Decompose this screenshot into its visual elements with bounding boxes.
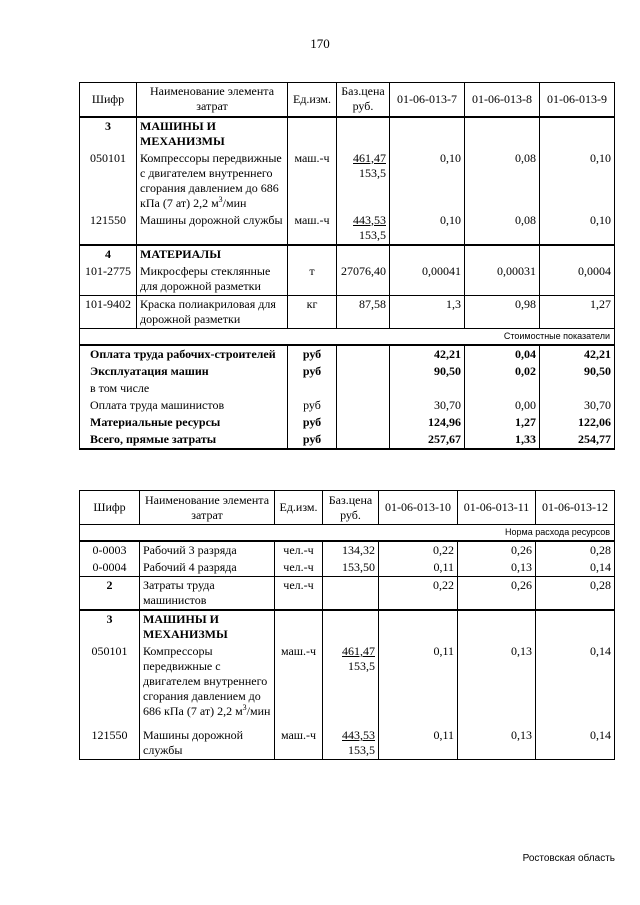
row-name: Компрессоры передвижные с двигателем внутреннего сгорания давлением до 686 кПа (7 ат) 2,2 $м^3$/мин — [137, 150, 288, 212]
summary-row — [80, 380, 615, 397]
summary-unit: руб — [288, 431, 337, 449]
summary-label: Оплата труда машинистов — [80, 397, 288, 414]
footer-region: Ростовская область — [522, 853, 615, 864]
summary-label: Эксплуатация машин — [80, 363, 288, 380]
summary-unit: руб — [288, 363, 337, 380]
row-code: 0-0003 — [80, 541, 140, 559]
row-code: 121550 — [80, 720, 140, 760]
norm-note: Норма расхода ресурсов — [80, 525, 615, 542]
row-value-2: 0,08 — [465, 150, 540, 212]
summary-unit: руб — [288, 345, 337, 363]
header-unit: Ед.изм. — [288, 83, 337, 117]
row-unit: чел.-ч — [275, 541, 323, 559]
row-unit: маш.-ч — [275, 720, 323, 760]
row-value-3: 0,14 — [536, 720, 615, 760]
header-col-3: 01-06-013-9 — [540, 83, 615, 117]
table-row — [80, 212, 615, 245]
resource-table-1 — [79, 82, 615, 450]
row-value-1: 0,10 — [390, 150, 465, 212]
row-value-2: 0,26 — [458, 577, 536, 611]
row-value-2: 0,98 — [465, 295, 540, 328]
row-value-1: 0,00041 — [390, 263, 465, 296]
row-price: 27076,40 — [337, 263, 390, 296]
table-row — [80, 643, 615, 720]
table-header-row — [80, 83, 615, 117]
summary-unit: руб — [288, 414, 337, 431]
summary-value-3: 30,70 — [540, 397, 615, 414]
row-price: 461,47 153,5 — [337, 150, 390, 212]
section-title: МАТЕРИАЛЫ — [137, 245, 288, 263]
row-value-2: 0,00031 — [465, 263, 540, 296]
norm-note-row — [80, 525, 615, 542]
header-code: Шифр — [80, 83, 137, 117]
summary-value-2: 1,33 — [465, 431, 540, 449]
summary-label: Оплата труда рабочих-строителей — [80, 345, 288, 363]
table-row — [80, 577, 615, 611]
row-value-3: 0,14 — [536, 643, 615, 720]
section-row — [80, 245, 615, 263]
row-value-3: 0,10 — [540, 150, 615, 212]
row-value-3: 0,0004 — [540, 263, 615, 296]
row-unit: чел.-ч — [275, 577, 323, 611]
section-number: 3 — [80, 117, 137, 150]
summary-value-1: 42,21 — [390, 345, 465, 363]
table-row — [80, 720, 615, 760]
row-code: 050101 — [80, 643, 140, 720]
row-unit: маш.-ч — [288, 150, 337, 212]
row-name: Машины дорожной службы — [140, 720, 275, 760]
header-unit: Ед.изм. — [275, 491, 323, 525]
row-code: 2 — [80, 577, 140, 611]
table-row — [80, 541, 615, 559]
header-code: Шифр — [80, 491, 140, 525]
row-code: 101-9402 — [80, 295, 137, 328]
section-number: 3 — [80, 610, 140, 643]
table-row — [80, 150, 615, 212]
row-value-1: 0,11 — [379, 720, 458, 760]
row-value-1: 1,3 — [390, 295, 465, 328]
row-unit: т — [288, 263, 337, 296]
row-value-3: 0,28 — [536, 577, 615, 611]
row-value-3: 0,10 — [540, 212, 615, 245]
row-code: 0-0004 — [80, 559, 140, 577]
summary-value-2: 1,27 — [465, 414, 540, 431]
summary-label: Материальные ресурсы — [80, 414, 288, 431]
row-value-2: 0,13 — [458, 559, 536, 577]
row-name: Компрессоры передвижные с двигателем внутреннего сгорания давлением до 686 кПа (7 ат) 2,2 $м^3$/мин — [140, 643, 275, 720]
row-value-2: 0,13 — [458, 643, 536, 720]
row-value-1: 0,22 — [379, 577, 458, 611]
summary-value-2: 0,04 — [465, 345, 540, 363]
row-value-1: 0,11 — [379, 559, 458, 577]
summary-value-2: 0,02 — [465, 363, 540, 380]
row-name: Рабочий 3 разряда — [140, 541, 275, 559]
header-name: Наименование элемента затрат — [137, 83, 288, 117]
row-unit: маш.-ч — [275, 643, 323, 720]
summary-row — [80, 431, 615, 449]
row-name: Рабочий 4 разряда — [140, 559, 275, 577]
summary-value-3: 90,50 — [540, 363, 615, 380]
summary-label: Всего, прямые затраты — [80, 431, 288, 449]
summary-row — [80, 345, 615, 363]
row-unit: кг — [288, 295, 337, 328]
row-value-2: 0,08 — [465, 212, 540, 245]
row-name: Затраты труда машинистов — [140, 577, 275, 611]
resource-table-2 — [79, 490, 615, 760]
section-row — [80, 610, 615, 643]
section-number: 4 — [80, 245, 137, 263]
table-row — [80, 295, 615, 328]
row-name: Краска полиакриловая для дорожной разметки — [137, 295, 288, 328]
section-title: МАШИНЫ И МЕХАНИЗМЫ — [137, 117, 288, 150]
row-value-2: 0,13 — [458, 720, 536, 760]
row-value-3: 1,27 — [540, 295, 615, 328]
summary-row — [80, 397, 615, 414]
header-price: Баз.цена руб. — [323, 491, 379, 525]
row-price: 153,50 — [323, 559, 379, 577]
summary-value-3: 254,77 — [540, 431, 615, 449]
section-row — [80, 117, 615, 150]
row-value-2: 0,26 — [458, 541, 536, 559]
header-col-1: 01-06-013-7 — [390, 83, 465, 117]
page-number: 170 — [310, 36, 330, 51]
row-name: Машины дорожной службы — [137, 212, 288, 245]
summary-label: в том числе — [80, 380, 288, 397]
header-col-1: 01-06-013-10 — [379, 491, 458, 525]
row-price — [323, 577, 379, 611]
table-row — [80, 559, 615, 577]
summary-value-1: 124,96 — [390, 414, 465, 431]
row-price: 443,53 153,5 — [337, 212, 390, 245]
summary-row — [80, 414, 615, 431]
row-value-3: 0,28 — [536, 541, 615, 559]
cost-note-row — [80, 328, 615, 345]
row-price: 461,47 153,5 — [323, 643, 379, 720]
table-header-row — [80, 491, 615, 525]
summary-row — [80, 363, 615, 380]
summary-value-1: 90,50 — [390, 363, 465, 380]
header-col-3: 01-06-013-12 — [536, 491, 615, 525]
summary-value-3: 122,06 — [540, 414, 615, 431]
row-code: 050101 — [80, 150, 137, 212]
row-unit: чел.-ч — [275, 559, 323, 577]
summary-value-1: 257,67 — [390, 431, 465, 449]
row-value-1: 0,11 — [379, 643, 458, 720]
row-value-1: 0,22 — [379, 541, 458, 559]
row-value-3: 0,14 — [536, 559, 615, 577]
summary-unit: руб — [288, 397, 337, 414]
row-price: 134,32 — [323, 541, 379, 559]
header-col-2: 01-06-013-11 — [458, 491, 536, 525]
row-code: 121550 — [80, 212, 137, 245]
header-price: Баз.цена руб. — [337, 83, 390, 117]
row-price: 443,53 153,5 — [323, 720, 379, 760]
row-code: 101-2775 — [80, 263, 137, 296]
section-title: МАШИНЫ И МЕХАНИЗМЫ — [140, 610, 275, 643]
row-value-1: 0,10 — [390, 212, 465, 245]
row-price: 87,58 — [337, 295, 390, 328]
table-row — [80, 263, 615, 296]
header-col-2: 01-06-013-8 — [465, 83, 540, 117]
header-name: Наименование элемента затрат — [140, 491, 275, 525]
row-name: Микросферы стеклянные для дорожной разметки — [137, 263, 288, 296]
cost-note: Стоимостные показатели — [80, 328, 615, 345]
summary-value-1: 30,70 — [390, 397, 465, 414]
summary-value-3: 42,21 — [540, 345, 615, 363]
summary-value-2: 0,00 — [465, 397, 540, 414]
row-unit: маш.-ч — [288, 212, 337, 245]
